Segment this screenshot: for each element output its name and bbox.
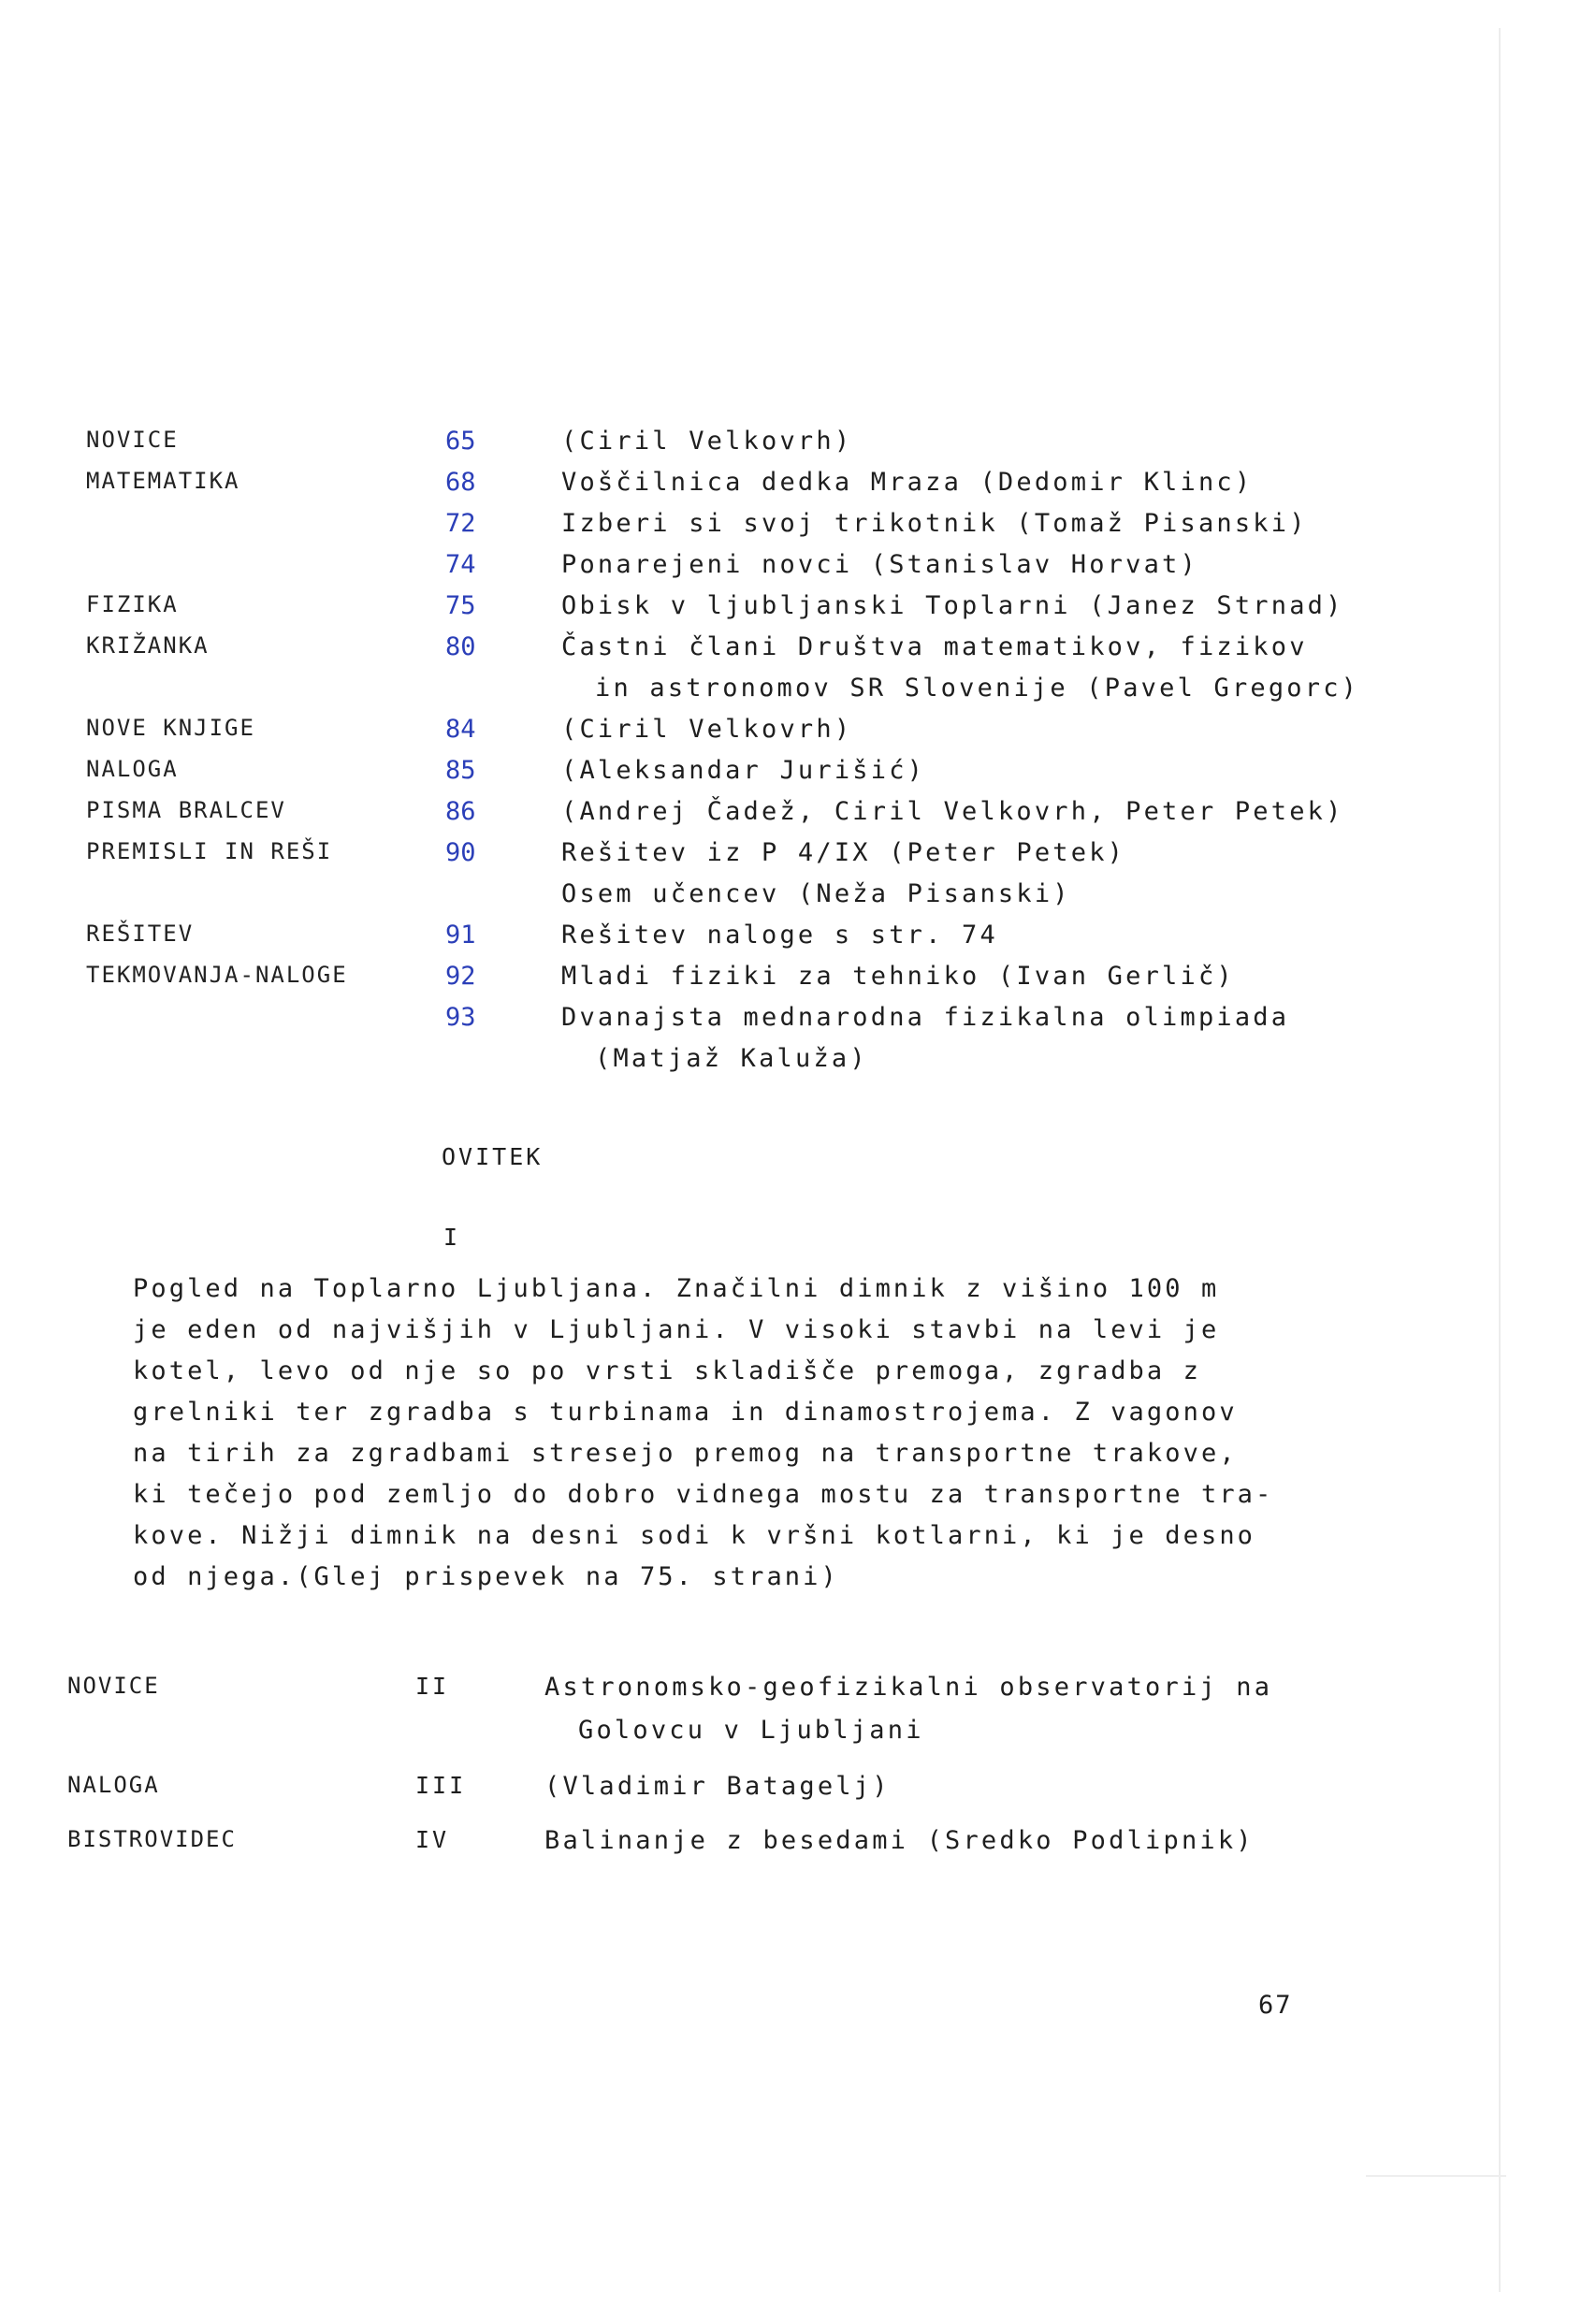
cover-description-line: ki tečejo pod zemljo do dobro vidnega mostu za transportne tra-: [133, 1480, 1274, 1509]
toc-title: Voščilnica dedka Mraza (Dedomir Klinc): [561, 468, 1254, 497]
toc-section: NALOGA: [86, 756, 179, 782]
cover-description-line: grelniki ter zgradba s turbinama in dinamostrojema. Z vagonov: [133, 1398, 1238, 1427]
toc-row: [0, 715, 1497, 756]
toc-title: (Andrej Čadež, Ciril Velkovrh, Peter Petek): [561, 797, 1344, 826]
cover-description: [133, 1274, 1274, 1603]
toc-row: [0, 879, 1497, 921]
toc-title: (Ciril Velkovrh): [561, 427, 853, 456]
cover-heading: OVITEK: [442, 1143, 544, 1170]
toc-page-number: 68: [445, 468, 476, 497]
cover-page-roman: III: [415, 1772, 467, 1799]
cover-contents-row-continuation: [0, 1716, 1497, 1757]
toc-page-number: 80: [445, 632, 476, 661]
page-number: 67: [1258, 1991, 1293, 2020]
toc-title-continuation: (Matjaž Kaluža): [595, 1044, 868, 1073]
toc-title-continuation: in astronomov SR Slovenije (Pavel Gregorc): [595, 674, 1360, 703]
toc-section: TEKMOVANJA-NALOGE: [86, 962, 348, 988]
toc-page-number: 74: [445, 550, 476, 579]
toc-row: [0, 427, 1497, 468]
toc-title: Častni člani Društva matematikov, fizikov: [561, 632, 1308, 661]
cover-page-roman: IV: [415, 1826, 450, 1853]
toc-page-number: 90: [445, 838, 476, 867]
toc-title: Obisk v ljubljanski Toplarni (Janez Strnad): [561, 591, 1344, 620]
toc-row: [0, 1003, 1497, 1044]
toc-section: REŠITEV: [86, 921, 195, 947]
cover-section: NOVICE: [67, 1673, 160, 1699]
cover-roman-numeral: I: [443, 1224, 458, 1251]
toc-page-number: 86: [445, 797, 476, 826]
toc-title: (Aleksandar Jurišić): [561, 756, 926, 785]
toc-title: Rešitev iz P 4/IX (Peter Petek): [561, 838, 1126, 867]
toc-row: [0, 509, 1497, 550]
toc-page-number: 84: [445, 715, 476, 744]
cover-description-line: kove. Nižji dimnik na desni sodi k vršni kotlarni, ki je desno: [133, 1521, 1256, 1550]
cover-description-line: od njega.(Glej prispevek na 75. strani): [133, 1562, 839, 1591]
toc-row: [0, 632, 1497, 674]
cover-contents-row: [0, 1673, 1497, 1714]
toc-title: Mladi fiziki za tehniko (Ivan Gerlič): [561, 962, 1235, 991]
toc-title: Dvanajsta mednarodna fizikalna olimpiada: [561, 1003, 1290, 1032]
cover-title: (Vladimir Batagelj): [544, 1772, 891, 1801]
cover-title: Astronomsko-geofizikalni observatorij na: [544, 1673, 1273, 1702]
toc-row: [0, 550, 1497, 591]
toc-title: Ponarejeni novci (Stanislav Horvat): [561, 550, 1198, 579]
toc-page-number: 93: [445, 1003, 476, 1032]
toc-page-number: 91: [445, 921, 476, 950]
cover-description-line: na tirih za zgradbami stresejo premog na transportne trakove,: [133, 1439, 1238, 1468]
cover-title: Balinanje z besedami (Sredko Podlipnik): [544, 1826, 1255, 1855]
cover-title-continuation: Golovcu v Ljubljani: [578, 1716, 924, 1745]
toc-page-number: 65: [445, 427, 476, 456]
scan-mark: [1366, 2175, 1506, 2177]
toc-title: (Ciril Velkovrh): [561, 715, 853, 744]
toc-section: PREMISLI IN REŠI: [86, 838, 333, 864]
toc-row: [0, 756, 1497, 797]
toc-row: [0, 838, 1497, 879]
cover-section: BISTROVIDEC: [67, 1826, 237, 1852]
toc-row-continuation: [0, 674, 1497, 715]
toc-section: PISMA BRALCEV: [86, 797, 286, 823]
toc-title: Rešitev naloge s str. 74: [561, 921, 998, 950]
toc-row: [0, 797, 1497, 838]
toc-title: Osem učencev (Neža Pisanski): [561, 879, 1071, 908]
toc-page-number: 72: [445, 509, 476, 538]
cover-contents-row: [0, 1826, 1497, 1867]
toc-section: NOVICE: [86, 427, 179, 453]
cover-description-line: Pogled na Toplarno Ljubljana. Značilni dimnik z višino 100 m: [133, 1274, 1220, 1303]
toc-row: [0, 962, 1497, 1003]
cover-page-roman: II: [415, 1673, 450, 1700]
cover-description-line: kotel, levo od nje so po vrsti skladišče premoga, zgradba z: [133, 1356, 1201, 1385]
cover-section: NALOGA: [67, 1772, 160, 1798]
toc-section: NOVE KNJIGE: [86, 715, 255, 741]
toc-page-number: 92: [445, 962, 476, 991]
toc-page-number: 85: [445, 756, 476, 785]
toc-row: [0, 591, 1497, 632]
toc-section: FIZIKA: [86, 591, 179, 617]
toc-page-number: 75: [445, 591, 476, 620]
toc-title: Izberi si svoj trikotnik (Tomaž Pisanski): [561, 509, 1308, 538]
toc-row-continuation: [0, 1044, 1497, 1085]
toc-row: [0, 468, 1497, 509]
toc-row: [0, 921, 1497, 962]
toc-section: MATEMATIKA: [86, 468, 240, 494]
cover-description-line: je eden od najvišjih v Ljubljani. V visoki stavbi na levi je: [133, 1315, 1220, 1344]
page-edge-shadow: [1499, 28, 1501, 2292]
cover-contents-row: [0, 1772, 1497, 1813]
toc-section: KRIŽANKA: [86, 632, 210, 659]
